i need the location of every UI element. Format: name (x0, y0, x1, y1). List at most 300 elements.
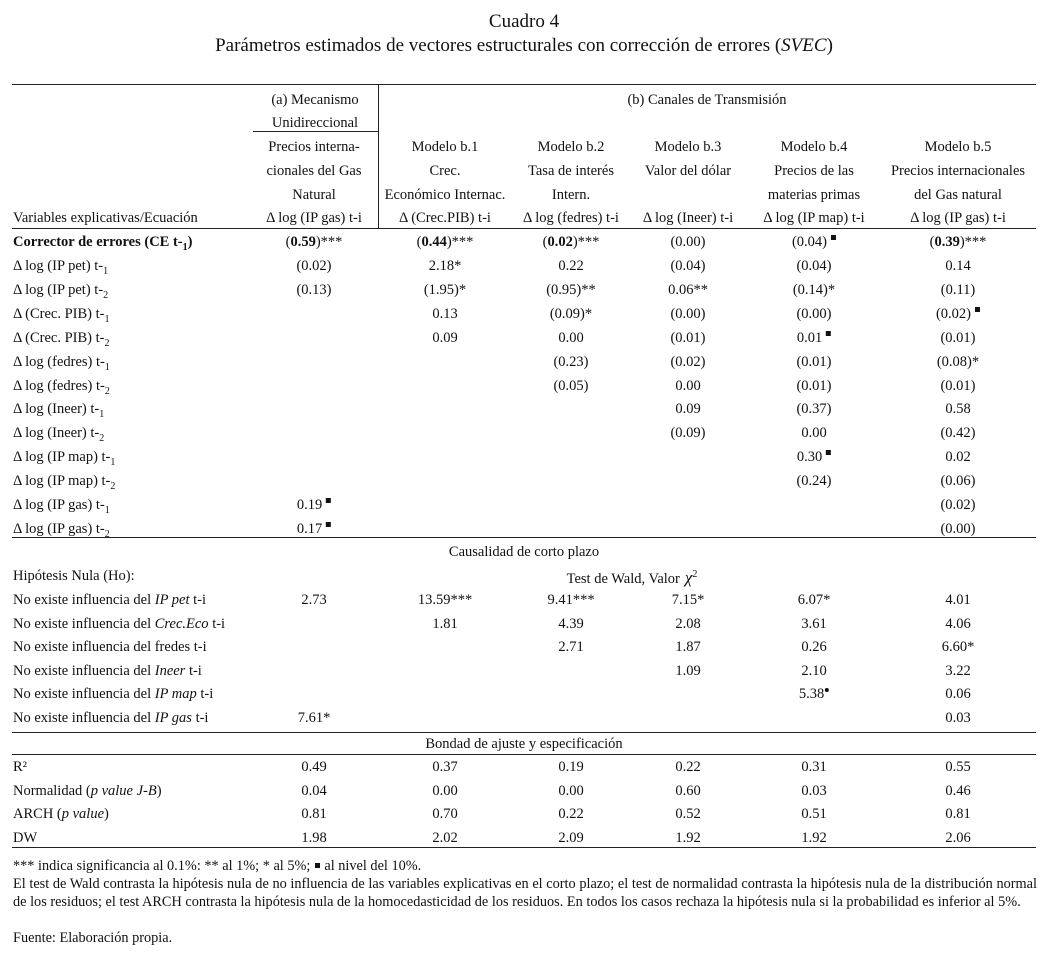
wald-value: 1.81 (432, 615, 458, 632)
coef-value: (0.00) (940, 520, 976, 537)
fit-cell (675, 758, 700, 776)
ce-value: (0.04) (791, 234, 828, 250)
wald-cell (558, 638, 583, 656)
coef-value: (0.06) (940, 473, 976, 490)
ce-value: (0.00) (670, 234, 706, 250)
coef-value: 0.19 (296, 497, 323, 513)
coef-value: 0.30 (796, 449, 823, 466)
ce-label: Corrector de errores (CE t- (13, 234, 183, 250)
wald-value: 0.06 (945, 686, 971, 703)
group-a-header (272, 114, 358, 132)
coef-cell (296, 281, 331, 299)
paren: ( (416, 234, 422, 250)
fit-value: 0.51 (801, 806, 827, 822)
column-header (292, 186, 335, 204)
section-rule-fit (12, 732, 1036, 733)
coef-value: 0.22 (558, 258, 584, 274)
coef-value: 0.00 (801, 425, 827, 442)
paren: ( (285, 234, 291, 250)
column-header (399, 209, 491, 227)
ce-row-label (13, 233, 192, 257)
fit-cell (301, 829, 326, 847)
coef-cell (940, 496, 975, 514)
wald-value: 3.61 (801, 615, 827, 632)
section-causal-title (449, 543, 599, 561)
label-post: ) (156, 782, 162, 799)
row-label-text: Δ (Crec. PIB) t- (13, 329, 105, 346)
wald-cell (675, 615, 700, 633)
coef-cell (424, 281, 466, 299)
coef-cell (675, 400, 700, 418)
column-header (914, 186, 1002, 204)
wald-row-label (13, 709, 208, 727)
coef-value: 0.17 (296, 520, 323, 537)
row-label-text: Δ log (IP gas) t- (13, 497, 105, 513)
fit-cell (558, 758, 583, 776)
coef-value: (0.00) (796, 305, 832, 322)
label-pre: No existe influencia del (13, 686, 155, 703)
label-post: t-i (185, 662, 202, 679)
ce-value: 0.39 (934, 234, 960, 250)
wald-cell (801, 615, 826, 633)
coef-cell (670, 305, 705, 323)
coef-cell (432, 329, 457, 347)
label-italic: p value J-B (90, 782, 157, 799)
column-header-line: Económico Internac. (384, 187, 506, 203)
coef-cell (945, 448, 970, 466)
coef-value: 0.58 (945, 401, 971, 418)
header-rule (12, 228, 1036, 229)
fit-cell (432, 758, 457, 776)
wald-cell (301, 591, 326, 609)
column-header (552, 186, 590, 204)
wald-cell (675, 638, 700, 656)
label-italic: Ineer (154, 662, 186, 679)
wald-value: 2.08 (675, 615, 701, 632)
column-header-line: Precios internacionales (890, 163, 1026, 179)
coef-row-label (13, 305, 109, 329)
coef-row-label (13, 400, 104, 424)
wald-cell (672, 591, 705, 609)
wald-value: 6.60* (941, 639, 975, 656)
coef-cell (668, 281, 708, 299)
column-header (385, 186, 506, 204)
row-label-sub: 1 (104, 361, 110, 373)
row-label-sub: 2 (104, 385, 110, 397)
fit-cell (801, 829, 826, 847)
fit-cell (432, 805, 457, 823)
column-header-line: Intern. (551, 187, 591, 203)
row-label-sub: 2 (110, 480, 116, 492)
ce-value: 0.59 (290, 234, 316, 250)
row-label-text: Δ log (IP pet) t- (13, 258, 104, 274)
fit-cell (558, 782, 583, 800)
group-a-line: Unidireccional (271, 115, 359, 131)
coef-cell (546, 281, 596, 299)
paren: ) (959, 234, 965, 250)
coef-value: (0.95)** (546, 281, 596, 298)
wald-cell (418, 591, 472, 609)
wald-cell (945, 615, 970, 633)
paren: ) (315, 234, 321, 250)
column-header (430, 162, 461, 180)
coef-value: (0.14)* (792, 281, 836, 298)
column-header (412, 138, 479, 156)
significance-square-icon (326, 522, 331, 527)
fit-value: 0.70 (432, 806, 458, 822)
row-label-text: Δ (Crec. PIB) t- (13, 305, 105, 322)
coef-value: (0.01) (796, 353, 832, 370)
ce-cell (543, 233, 600, 251)
label-pre: No existe influencia del (13, 662, 155, 679)
label-italic: IP gas (154, 710, 192, 726)
coef-cell (675, 377, 700, 395)
wald-cell (945, 591, 970, 609)
row-header-text: Variables explicativas/Ecuación (13, 210, 198, 226)
column-header (528, 162, 614, 180)
column-header-line: Natural (292, 187, 336, 203)
wald-cell (945, 685, 970, 703)
wald-cell (801, 662, 826, 680)
fit-cell (675, 829, 700, 847)
wald-row-label (13, 615, 225, 633)
wald-value: 0.26 (801, 639, 827, 656)
row-label-sub: 2 (104, 337, 110, 349)
coef-cell (945, 400, 970, 418)
coef-value: 2.18* (428, 258, 462, 274)
wald-cell (432, 615, 457, 633)
coef-cell (796, 305, 831, 323)
column-header-line: Δ log (IP gas) t-i (266, 210, 362, 226)
column-header-line: Δ log (IP gas) t-i (910, 210, 1006, 226)
fit-cell (945, 805, 970, 823)
row-label-sub: 1 (104, 313, 110, 325)
coef-value: (0.02) (296, 258, 332, 274)
wald-value: 9.41*** (547, 592, 595, 608)
coef-cell (797, 448, 831, 466)
column-header-line: del Gas natural (914, 187, 1002, 203)
row-label-sub: 1 (103, 265, 109, 277)
coef-value: (0.11) (940, 281, 976, 298)
wald-value: 2.10 (801, 662, 827, 679)
ce-cell (792, 233, 836, 251)
group-divider (378, 84, 379, 228)
wald-text: Test de Wald, Valor (566, 570, 680, 587)
column-header-line: Modelo b.1 (411, 139, 479, 155)
ce-significance: *** (577, 234, 600, 250)
paren: ) (572, 234, 578, 250)
column-header-line: Δ log (IP map) t-i (763, 210, 865, 226)
label-italic: Crec.Eco (154, 615, 209, 632)
coef-row-label (13, 329, 109, 353)
coef-value: (0.02) (935, 305, 972, 322)
fit-row-label (13, 782, 162, 800)
coef-value: (0.09) (670, 425, 706, 442)
row-label-sub: 1 (99, 409, 105, 421)
column-header-line: Precios interna- (268, 139, 360, 155)
coef-cell (796, 400, 831, 418)
fit-value: 2.06 (945, 829, 971, 846)
coef-cell (796, 377, 831, 395)
coef-value: (0.23) (553, 353, 589, 370)
coef-row-label (13, 353, 110, 377)
wald-cell (799, 685, 829, 703)
wald-row-label (13, 685, 213, 703)
coef-cell (940, 424, 975, 442)
fit-value: 0.60 (675, 782, 701, 799)
coef-cell (797, 329, 831, 347)
fit-value: 0.19 (558, 759, 584, 775)
ce-value: 0.02 (547, 234, 573, 250)
fit-cell (675, 782, 700, 800)
coef-cell (670, 424, 705, 442)
fit-value: 0.55 (945, 759, 971, 775)
coef-value: 0.00 (558, 329, 584, 346)
row-label-text: Δ log (Ineer) t- (13, 425, 100, 442)
coef-value: 0.09 (675, 401, 701, 418)
footnote-significance: *** indica significancia al 0.1%: ** al 1%; * al 5%; al nivel del 10%. (13, 858, 422, 874)
column-header-line: Δ log (fedres) t-i (523, 210, 619, 226)
label-pre: No existe influencia del (13, 615, 155, 632)
ce-cell (417, 233, 474, 251)
coef-cell (670, 353, 705, 371)
ce-significance: *** (451, 234, 474, 250)
wald-value: 7.15* (671, 592, 705, 608)
column-header (523, 209, 619, 227)
row-label-text: Δ log (IP map) t- (13, 473, 111, 490)
column-header (925, 138, 992, 156)
wald-value: 13.59*** (417, 592, 473, 608)
column-header (266, 162, 361, 180)
footnote-wald: El test de Wald contrasta la hipótesis nula de no influencia de las variables explicativas en el corto plazo; el test de normalidad contrasta la hipótesis nula de la distribución normal de los residuos; el test ARCH contrasta la hipótesis nula de la homocedasticidad de los residuos. En todos los casos rechaza la hipótesis nula si la probabilidad es inferior al 5%. (13, 876, 1037, 910)
ce-cell (670, 233, 705, 251)
coef-value: (0.05) (553, 377, 589, 394)
column-header (655, 138, 722, 156)
coef-value: (0.08)* (936, 353, 980, 370)
coef-value: 0.14 (945, 258, 971, 274)
fit-value: 0.81 (301, 806, 327, 822)
fit-cell (301, 805, 326, 823)
coef-row-label (13, 520, 110, 544)
column-header-line: Modelo b.3 (654, 139, 722, 155)
label-italic: p value (61, 806, 105, 822)
significance-square-icon (326, 498, 331, 503)
fit-cell (301, 782, 326, 800)
coef-cell (796, 353, 831, 371)
wald-cell (298, 709, 331, 727)
column-header (268, 138, 359, 156)
row-label-text: Δ log (Ineer) t- (13, 401, 100, 418)
coef-value: (0.42) (940, 425, 976, 442)
coef-row-label (13, 377, 110, 401)
row-label-sub: 2 (99, 433, 105, 445)
footnote-source: Fuente: Elaboración propia. (13, 930, 173, 946)
coef-value: 0.00 (675, 377, 701, 394)
wald-value: 4.39 (558, 615, 584, 632)
label-post: t-i (196, 686, 214, 703)
fit-cell (945, 782, 970, 800)
coef-row-label (13, 496, 110, 520)
group-b-label: (b) Canales de Transmisión (627, 92, 787, 108)
significance-dot-icon (825, 688, 829, 692)
row-label-text: Δ log (fedres) t- (13, 377, 105, 394)
coef-value: (0.00) (670, 305, 706, 322)
label-pre: DW (13, 829, 38, 846)
ce-significance: *** (320, 234, 343, 250)
column-header-line: Crec. (429, 163, 461, 179)
fit-value: 2.02 (432, 829, 458, 846)
column-header (891, 162, 1025, 180)
wald-cell (675, 662, 700, 680)
column-header-line: materias primas (767, 187, 861, 203)
coef-cell (558, 257, 583, 275)
coef-cell (550, 305, 592, 323)
row-label-sub: 1 (104, 504, 110, 516)
fit-value: 0.46 (945, 782, 971, 799)
column-header-line: Valor del dólar (644, 163, 732, 179)
section-title: Bondad de ajuste y especificación (425, 736, 623, 752)
coef-cell (297, 520, 331, 538)
fit-value: 1.92 (801, 829, 827, 846)
column-header (645, 162, 731, 180)
coef-value: (0.02) (670, 353, 706, 370)
coef-value: 0.09 (432, 329, 458, 346)
wald-value: 2.71 (558, 639, 584, 656)
fit-value: 2.09 (558, 829, 584, 846)
wald-value: 2.73 (301, 592, 327, 608)
fit-value: 0.52 (675, 806, 701, 822)
group-a-header (271, 91, 358, 109)
row-header-label (13, 209, 198, 227)
fit-cell (945, 829, 970, 847)
wald-cell (945, 709, 970, 727)
row-label-sub: 1 (110, 457, 116, 469)
coef-value: (0.24) (796, 473, 832, 490)
column-header-line: Precios de las (774, 163, 854, 179)
column-header-line: Modelo b.2 (537, 139, 605, 155)
coef-value: (0.02) (940, 497, 976, 513)
coef-cell (670, 329, 705, 347)
coef-cell (553, 353, 588, 371)
wald-cell (547, 591, 594, 609)
wald-value: 1.87 (675, 639, 701, 656)
bottom-rule (12, 847, 1036, 848)
fit-cell (301, 758, 326, 776)
fit-value: 0.22 (558, 806, 584, 822)
coef-value: (0.01) (940, 329, 976, 346)
fit-cell (801, 805, 826, 823)
fit-value: 0.04 (301, 782, 327, 799)
wald-value: 6.07* (797, 592, 831, 608)
coef-cell (796, 472, 831, 490)
fit-cell (675, 805, 700, 823)
paren: ) (446, 234, 452, 250)
section-rule-causal (12, 537, 1036, 538)
fit-value: 0.00 (558, 782, 584, 799)
coef-row-label (13, 257, 108, 281)
wald-cell (945, 662, 970, 680)
ce-cell (930, 233, 987, 251)
wald-value: 1.09 (675, 662, 701, 679)
label-post: ) (104, 806, 109, 822)
coef-value: (0.13) (296, 281, 332, 298)
column-header (538, 138, 605, 156)
wald-cell (798, 591, 831, 609)
wald-header (567, 566, 698, 588)
fit-cell (432, 829, 457, 847)
fit-row-label (13, 829, 37, 847)
significance-square-icon (826, 331, 831, 336)
column-header (774, 162, 854, 180)
wald-cell (801, 638, 826, 656)
fit-value: 0.81 (945, 806, 971, 822)
coef-cell (670, 257, 705, 275)
table-title: Cuadro 4 (488, 11, 560, 32)
label-pre: Normalidad ( (13, 782, 91, 799)
section-title: Causalidad de corto plazo (448, 544, 600, 560)
fit-cell (945, 758, 970, 776)
row-label-text: Δ log (IP gas) t- (13, 520, 105, 537)
ho-label (13, 567, 135, 585)
coef-cell (558, 329, 583, 347)
coef-value: (0.04) (796, 258, 832, 274)
coef-value: (1.95)* (423, 281, 467, 298)
fit-cell (558, 805, 583, 823)
wald-row-label (13, 591, 206, 609)
column-header-line: cionales del Gas (266, 163, 362, 179)
label-pre: ARCH ( (13, 806, 62, 822)
coef-value: (0.01) (670, 329, 706, 346)
wald-cell (942, 638, 975, 656)
label-post: t-i (191, 710, 209, 726)
fit-cell (801, 782, 826, 800)
coef-cell (941, 281, 976, 299)
coef-cell (936, 305, 980, 323)
paren: ( (929, 234, 935, 250)
row-label-text: Δ log (IP map) t- (13, 449, 111, 466)
group-a-line: (a) Mecanismo (271, 92, 359, 108)
column-header-line: Δ (Crec.PIB) t-i (399, 210, 491, 226)
fit-header-rule (12, 754, 1036, 755)
fit-value: 0.49 (301, 759, 327, 775)
column-header (763, 209, 864, 227)
coef-row-label (13, 281, 108, 305)
column-header-line: Tasa de interés (528, 163, 614, 179)
coef-row-label (13, 472, 115, 496)
fit-value: 0.00 (432, 782, 458, 799)
column-header-line: Modelo b.5 (924, 139, 992, 155)
paren: ( (542, 234, 548, 250)
coef-value: 0.13 (432, 305, 458, 322)
coef-cell (429, 257, 462, 275)
coef-row-label (13, 424, 104, 448)
coef-value: 0.01 (796, 329, 823, 346)
wald-value: 3.22 (945, 662, 971, 679)
wald-value: 0.03 (945, 710, 971, 726)
group-b-header (627, 91, 786, 109)
column-header (781, 138, 848, 156)
label-pre: No existe influencia del (13, 710, 155, 726)
coef-cell (297, 496, 331, 514)
coef-value: (0.01) (796, 377, 832, 394)
coef-cell (940, 520, 975, 538)
coef-row-label (13, 448, 115, 472)
coef-cell (796, 257, 831, 275)
ce-significance: *** (964, 234, 987, 250)
chi-symbol: χ (684, 567, 693, 587)
coef-cell (940, 377, 975, 395)
fit-value: 1.98 (301, 829, 327, 846)
